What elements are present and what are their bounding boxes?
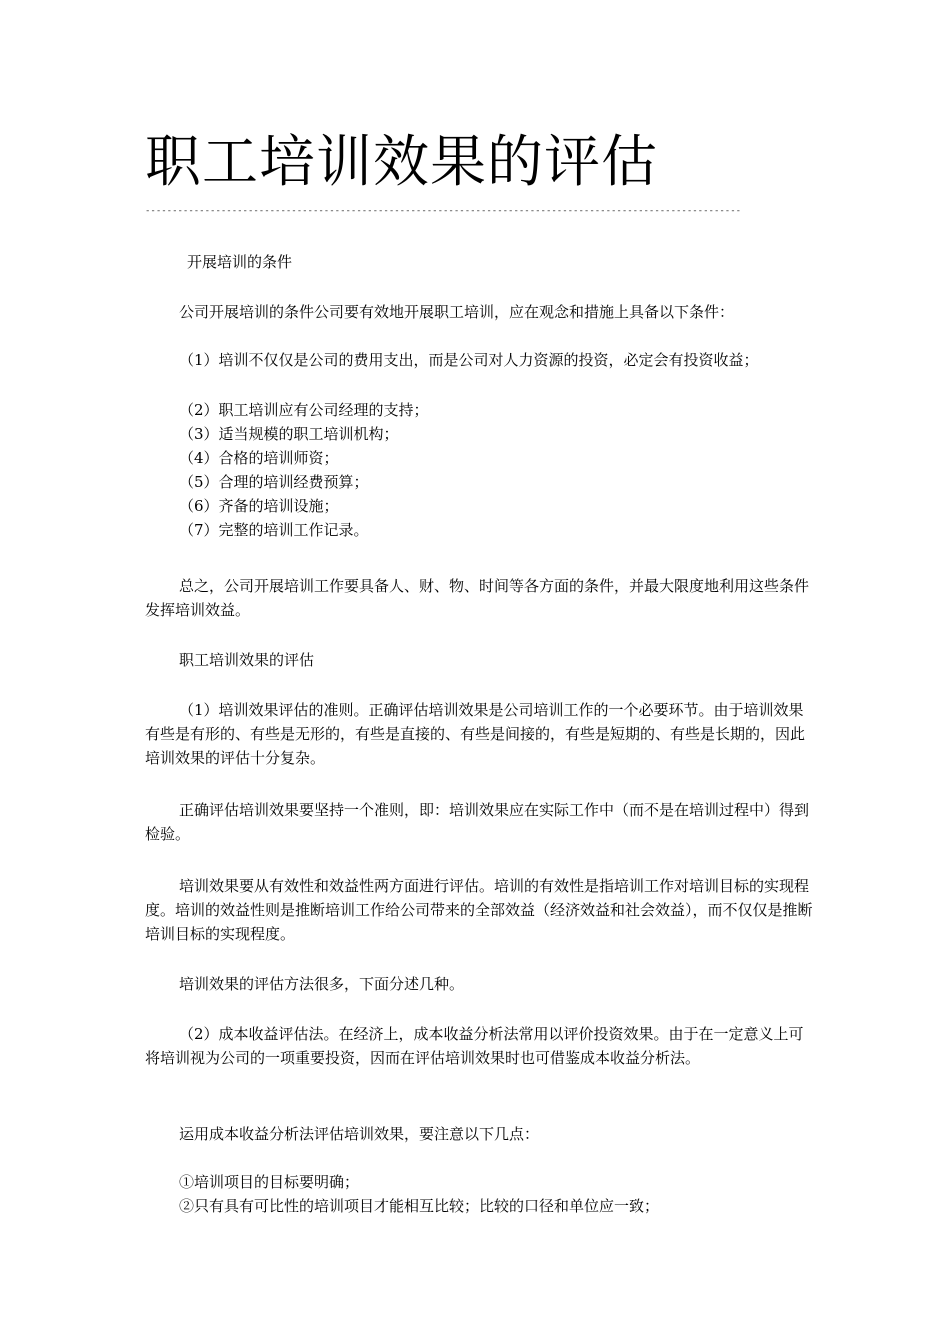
list-item: （7）完整的培训工作记录。 <box>179 521 369 539</box>
conditions-list-rest <box>179 398 819 542</box>
heading-conditions: 开展培训的条件 <box>187 253 293 271</box>
title-divider: -------------------------------------------------------------------------------------------------------------- <box>145 206 742 216</box>
list-item: （6）齐备的培训设施； <box>179 497 339 515</box>
document-title: 职工培训效果的评估 <box>145 130 658 195</box>
list-item: （1）培训不仅仅是公司的费用支出，而是公司对人力资源的投资，必定会有投资收益； <box>179 351 759 369</box>
intro-paragraph: 公司开展培训的条件公司要有效地开展职工培训，应在观念和措施上具备以下条件： <box>179 303 735 321</box>
summary-paragraph: 总之，公司开展培训工作要具备人、财、物、时间等各方面的条件，并最大限度地利用这些条件发挥培训效益。 <box>145 577 810 619</box>
criteria-paragraph: （1）培训效果评估的准则。正确评估培训效果是公司培训工作的一个必要环节。由于培训效果有些是有形的、有些是无形的，有些是直接的、有些是间接的，有些是短期的、有些是长期的，因此培训效果的评估十分复杂。 <box>145 701 806 767</box>
list-item: （5）合理的培训经费预算； <box>179 473 369 491</box>
list-item: （2）职工培训应有公司经理的支持； <box>179 401 429 419</box>
list-item: ②只有具有可比性的培训项目才能相互比较；比较的口径和单位应一致； <box>179 1197 660 1215</box>
points-intro-paragraph: 运用成本收益分析法评估培训效果，要注意以下几点： <box>179 1125 540 1143</box>
aspects-paragraph: 培训效果要从有效性和效益性两方面进行评估。培训的有效性是指培训工作对培训目标的实现程度。培训的效益性则是推断培训工作给公司带来的全部效益（经济效益和社会效益），而不仅仅是推断培训目标的实现程度。 <box>145 877 813 943</box>
list-item: （4）合格的培训师资； <box>179 449 339 467</box>
principle-paragraph: 正确评估培训效果要坚持一个准则，即：培训效果应在实际工作中（而不是在培训过程中）得到检验。 <box>145 801 810 843</box>
points-list <box>179 1170 819 1218</box>
heading-evaluation: 职工培训效果的评估 <box>179 651 315 669</box>
list-item: （3）适当规模的职工培训机构； <box>179 425 399 443</box>
cost-benefit-paragraph: （2）成本收益评估法。在经济上，成本收益分析法常用以评价投资效果。由于在一定意义上可将培训视为公司的一项重要投资，因而在评估培训效果时也可借鉴成本收益分析法。 <box>145 1025 804 1067</box>
list-item: ①培训项目的目标要明确； <box>179 1173 360 1191</box>
methods-paragraph: 培训效果的评估方法很多，下面分述几种。 <box>179 975 465 993</box>
conditions-list <box>179 348 819 372</box>
